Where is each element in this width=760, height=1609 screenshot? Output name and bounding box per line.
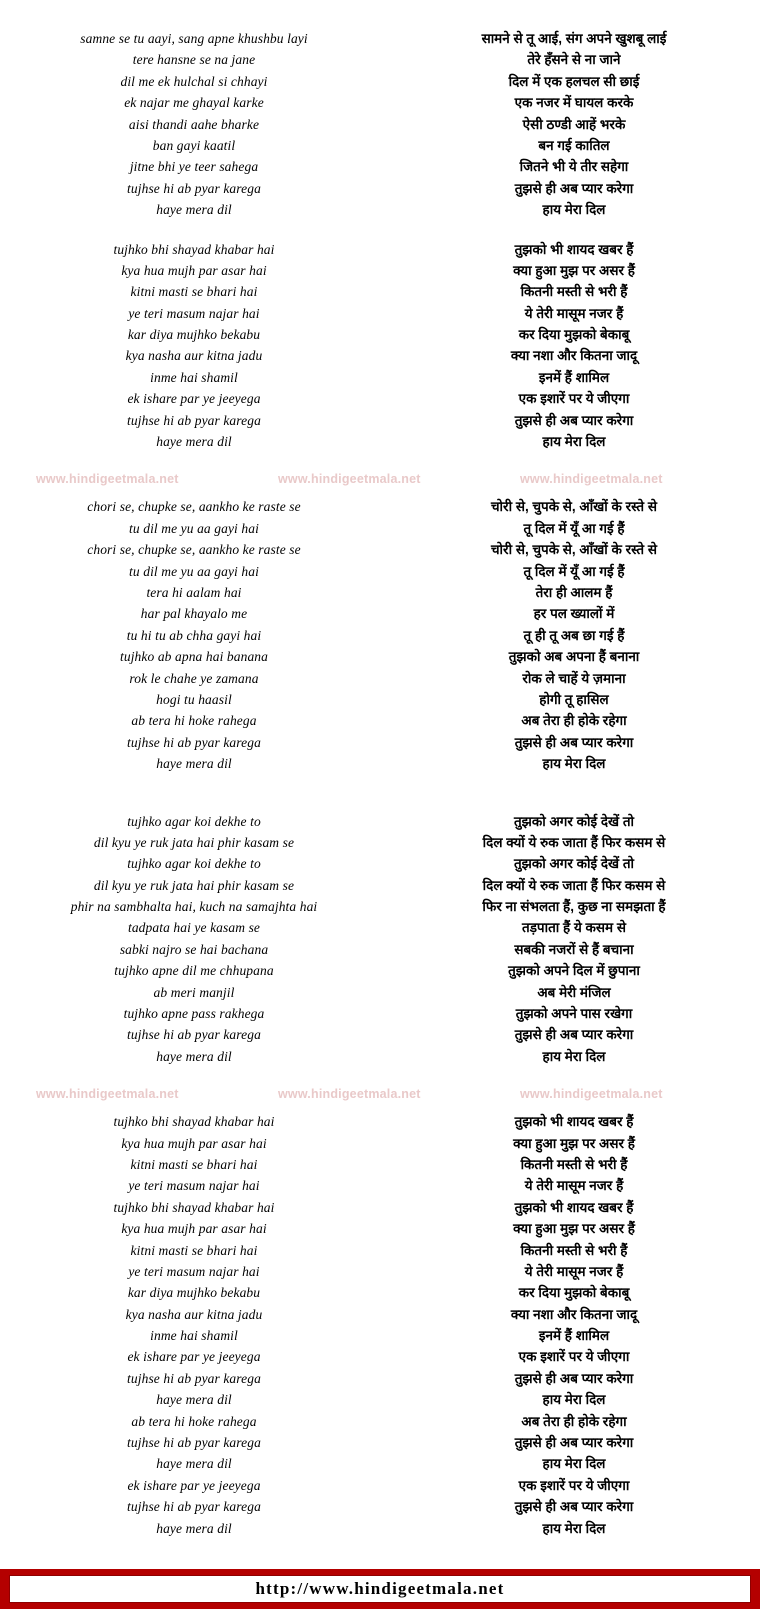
lyric-devanagari: हाय मेरा दिल — [542, 1520, 606, 1536]
lyric-roman: tujhko bhi shayad khabar hai — [113, 241, 275, 257]
lyric-devanagari: तुझको अगर कोई देखें तो — [513, 813, 635, 829]
lyric-line — [0, 1496, 760, 1517]
lyric-line — [0, 1432, 760, 1453]
lyric-roman: haye mera dil — [156, 202, 232, 218]
lyric-devanagari: क्या हुआ मुझ पर असर हैं — [513, 1221, 635, 1237]
lyric-devanagari: एक इशारें पर ये जीएगा — [518, 391, 630, 407]
lyric-devanagari: क्या नशा और कितना जादू — [510, 1306, 638, 1322]
watermark-row — [0, 1085, 760, 1111]
lyric-line — [0, 156, 760, 177]
lyric-line — [0, 1346, 760, 1367]
lyric-roman: ek ishare par ye jeeyega — [127, 1349, 261, 1365]
lyric-roman: tera hi aalam hai — [146, 584, 242, 600]
lyric-devanagari: हाय मेरा दिल — [542, 1392, 606, 1408]
lyric-line — [0, 1024, 760, 1045]
lyric-line — [0, 260, 760, 281]
stanza — [0, 28, 760, 221]
lyric-line — [0, 896, 760, 917]
lyric-line — [0, 917, 760, 938]
lyrics-area — [0, 28, 760, 1609]
lyric-line — [0, 625, 760, 646]
lyric-line — [0, 689, 760, 710]
lyric-line — [0, 1368, 760, 1389]
lyric-devanagari: तुझको भी शायद खबर हैं — [514, 1114, 634, 1130]
lyric-roman: ab meri manjil — [153, 984, 235, 1000]
stanza — [0, 496, 760, 774]
lyric-devanagari: तुझसे ही अब प्यार करेगा — [514, 734, 634, 750]
lyric-roman: ab tera hi hoke rahega — [131, 1413, 257, 1429]
lyric-roman: ye teri masum najar hai — [128, 1178, 260, 1194]
lyric-devanagari: इनमें हैं शामिल — [538, 1328, 610, 1344]
lyric-line — [0, 1154, 760, 1175]
lyric-devanagari: अब तेरा ही होके रहेगा — [521, 713, 627, 729]
lyric-roman: tujhse hi ab pyar karega — [127, 1027, 261, 1043]
lyric-roman: ban gayi kaatil — [152, 137, 236, 153]
lyric-roman: tujhko apne pass rakhega — [123, 1006, 265, 1022]
lyric-devanagari: अब मेरी मंजिल — [537, 984, 611, 1000]
lyric-roman: tu hi tu ab chha gayi hai — [126, 627, 262, 643]
lyric-roman: ek ishare par ye jeeyega — [127, 1477, 261, 1493]
lyric-devanagari: दिल क्यों ये रुक जाता हैं फिर कसम से — [482, 834, 666, 850]
lyric-roman: inme hai shamil — [150, 369, 238, 385]
lyric-line — [0, 114, 760, 135]
lyric-line — [0, 1175, 760, 1196]
lyric-roman: kya hua mujh par asar hai — [121, 1221, 267, 1237]
lyric-roman: dil kyu ye ruk jata hai phir kasam se — [93, 877, 295, 893]
lyric-devanagari: ये तेरी मासूम नजर हैं — [524, 305, 624, 321]
watermark-text: www.hindigeetmala.net — [36, 472, 179, 487]
lyric-roman: tujhse hi ab pyar karega — [127, 1435, 261, 1451]
lyric-line — [0, 1197, 760, 1218]
lyric-line — [0, 92, 760, 113]
lyric-line — [0, 732, 760, 753]
lyric-roman: dil me ek hulchal si chhayi — [120, 73, 268, 89]
lyric-line — [0, 324, 760, 345]
lyric-roman: haye mera dil — [156, 1392, 232, 1408]
lyric-roman: kitni masti se bhari hai — [130, 1156, 258, 1172]
lyric-devanagari: तू दिल में यूँ आ गई हैं — [523, 563, 625, 579]
lyric-line — [0, 960, 760, 981]
lyric-roman: kya hua mujh par asar hai — [121, 1135, 267, 1151]
lyric-devanagari: ये तेरी मासूम नजर हैं — [524, 1263, 624, 1279]
lyric-line — [0, 1218, 760, 1239]
lyric-roman: chori se, chupke se, aankho ke raste se — [87, 499, 301, 515]
lyric-roman: phir na sambhalta hai, kuch na samajhta hai — [70, 899, 318, 915]
lyric-devanagari: फिर ना संभलता हैं, कुछ ना समझता हैं — [482, 899, 666, 915]
lyric-roman: haye mera dil — [156, 1456, 232, 1472]
lyric-devanagari: हाय मेरा दिल — [542, 756, 606, 772]
lyric-roman: tujhko apne dil me chhupana — [114, 963, 274, 979]
watermark-text: www.hindigeetmala.net — [278, 472, 421, 487]
lyric-devanagari: तुझसे ही अब प्यार करेगा — [514, 1370, 634, 1386]
lyric-devanagari: अब तेरा ही होके रहेगा — [521, 1413, 627, 1429]
lyric-line — [0, 1261, 760, 1282]
lyric-roman: ab tera hi hoke rahega — [131, 713, 257, 729]
lyric-devanagari: तुझसे ही अब प्यार करेगा — [514, 1499, 634, 1515]
lyric-devanagari: कर दिया मुझको बेकाबू — [518, 327, 630, 343]
lyric-line — [0, 239, 760, 260]
watermark-text: www.hindigeetmala.net — [278, 1087, 421, 1102]
lyric-line — [0, 28, 760, 49]
lyric-roman: haye mera dil — [156, 756, 232, 772]
watermark-text: www.hindigeetmala.net — [36, 1087, 179, 1102]
lyric-line — [0, 1475, 760, 1496]
lyric-line — [0, 1325, 760, 1346]
watermark-text: www.hindigeetmala.net — [520, 1087, 663, 1102]
site-url-link[interactable]: http://www.hindigeetmala.net — [255, 1579, 505, 1598]
lyric-roman: tujhko ab apna hai banana — [120, 649, 268, 665]
lyric-line — [0, 431, 760, 452]
lyric-roman: ek najar me ghayal karke — [124, 95, 264, 111]
lyric-line — [0, 1304, 760, 1325]
lyric-devanagari: तुझको अब अपना हैं बनाना — [508, 649, 640, 665]
lyric-devanagari: कितनी मस्ती से भरी हैं — [520, 1242, 628, 1258]
lyric-roman: haye mera dil — [156, 1520, 232, 1536]
stanza — [0, 811, 760, 1068]
lyric-line — [0, 561, 760, 582]
lyric-devanagari: हाय मेरा दिल — [542, 1048, 606, 1064]
lyric-roman: ye teri masum najar hai — [128, 305, 260, 321]
lyric-roman: tujhko bhi shayad khabar hai — [113, 1114, 275, 1130]
lyric-roman: tujhse hi ab pyar karega — [127, 1370, 261, 1386]
lyric-line — [0, 646, 760, 667]
lyric-line — [0, 135, 760, 156]
lyric-roman: tu dil me yu aa gayi hai — [129, 563, 259, 579]
lyric-line — [0, 518, 760, 539]
lyric-devanagari: ऐसी ठण्डी आहें भरके — [522, 116, 626, 132]
lyric-line — [0, 1003, 760, 1024]
lyric-roman: samne se tu aayi, sang apne khushbu layi — [80, 31, 308, 46]
lyric-line — [0, 178, 760, 199]
lyric-roman: tujhko agar koi dekhe to — [127, 856, 261, 872]
lyric-line — [0, 1282, 760, 1303]
lyric-line — [0, 281, 760, 302]
lyric-devanagari: एक इशारें पर ये जीएगा — [518, 1349, 630, 1365]
lyric-devanagari: हाय मेरा दिल — [542, 202, 606, 218]
lyric-roman: tere hansne se na jane — [132, 52, 256, 68]
lyric-roman: tadpata hai ye kasam se — [127, 920, 261, 936]
lyric-roman: sabki najro se hai bachana — [119, 941, 269, 957]
lyric-roman: ye teri masum najar hai — [128, 1263, 260, 1279]
lyric-roman: tujhse hi ab pyar karega — [127, 1499, 261, 1515]
lyric-devanagari: सबकी नजरों से हैं बचाना — [514, 941, 634, 957]
stanza — [0, 239, 760, 453]
watermark-text: www.hindigeetmala.net — [520, 472, 663, 487]
lyric-roman: inme hai shamil — [150, 1328, 238, 1344]
lyric-line — [0, 1111, 760, 1132]
lyric-devanagari: क्या हुआ मुझ पर असर हैं — [513, 262, 635, 278]
lyric-roman: haye mera dil — [156, 1048, 232, 1064]
lyric-line — [0, 811, 760, 832]
lyric-devanagari: बन गई कातिल — [538, 137, 610, 153]
lyric-devanagari: हाय मेरा दिल — [542, 1456, 606, 1472]
lyric-devanagari: जितने भी ये तीर सहेगा — [519, 159, 629, 175]
footer-bar — [0, 1569, 760, 1609]
lyric-devanagari: तुझको भी शायद खबर हैं — [514, 1199, 634, 1215]
lyric-devanagari: तड़पाता हैं ये कसम से — [522, 920, 626, 936]
lyric-devanagari: तुझसे ही अब प्यार करेगा — [514, 1435, 634, 1451]
lyric-roman: tujhse hi ab pyar karega — [127, 180, 261, 196]
lyric-roman: tujhko bhi shayad khabar hai — [113, 1199, 275, 1215]
watermark-row — [0, 470, 760, 496]
lyric-roman: har pal khayalo me — [140, 606, 248, 622]
lyric-devanagari: ये तेरी मासूम नजर हैं — [524, 1178, 624, 1194]
lyric-devanagari: तुझको अपने दिल में छुपाना — [508, 963, 640, 979]
lyric-devanagari: एक इशारें पर ये जीएगा — [518, 1477, 630, 1493]
lyric-line — [0, 832, 760, 853]
lyric-roman: tu dil me yu aa gayi hai — [129, 520, 259, 536]
stanza — [0, 1111, 760, 1539]
lyric-line — [0, 1133, 760, 1154]
lyric-devanagari: चोरी से, चुपके से, आँखों के रस्ते से — [490, 542, 657, 558]
lyric-roman: tujhko agar koi dekhe to — [127, 813, 261, 829]
lyric-devanagari: हाय मेरा दिल — [542, 434, 606, 450]
lyric-devanagari: तू ही तू अब छा गई हैं — [523, 627, 625, 643]
lyric-devanagari: कर दिया मुझको बेकाबू — [518, 1285, 630, 1301]
lyric-roman: tujhse hi ab pyar karega — [127, 412, 261, 428]
lyric-line — [0, 939, 760, 960]
lyric-line — [0, 853, 760, 874]
lyric-line — [0, 603, 760, 624]
lyric-line — [0, 1389, 760, 1410]
lyric-line — [0, 1411, 760, 1432]
footer-inner — [9, 1575, 751, 1603]
lyric-line — [0, 875, 760, 896]
lyric-roman: chori se, chupke se, aankho ke raste se — [87, 542, 301, 558]
lyric-devanagari: तुझको अगर कोई देखें तो — [513, 856, 635, 872]
lyric-line — [0, 388, 760, 409]
lyric-roman: kitni masti se bhari hai — [130, 1242, 258, 1258]
lyric-line — [0, 982, 760, 1003]
lyric-line — [0, 1240, 760, 1261]
lyric-devanagari: दिल क्यों ये रुक जाता हैं फिर कसम से — [482, 877, 666, 893]
lyric-devanagari: एक नजर में घायल करके — [514, 95, 634, 111]
lyric-line — [0, 496, 760, 517]
lyric-devanagari: होगी तू हासिल — [539, 691, 609, 707]
lyric-devanagari: तुझसे ही अब प्यार करेगा — [514, 412, 634, 428]
lyric-roman: ek ishare par ye jeeyega — [127, 391, 261, 407]
lyric-roman: kya hua mujh par asar hai — [121, 262, 267, 278]
lyric-devanagari: तेरा ही आलम हैं — [535, 584, 613, 600]
lyric-line — [0, 345, 760, 366]
lyric-roman: jitne bhi ye teer sahega — [129, 159, 259, 175]
lyric-roman: hogi tu haasil — [156, 691, 232, 707]
lyric-devanagari: हर पल ख्यालों में — [533, 606, 615, 622]
lyric-roman: kya nasha aur kitna jadu — [125, 348, 263, 364]
lyric-line — [0, 582, 760, 603]
lyric-devanagari: क्या नशा और कितना जादू — [510, 348, 638, 364]
lyric-roman: tujhse hi ab pyar karega — [127, 734, 261, 750]
lyric-devanagari: तुझको भी शायद खबर हैं — [514, 241, 634, 257]
lyric-devanagari: कितनी मस्ती से भरी हैं — [520, 1156, 628, 1172]
lyric-line — [0, 1453, 760, 1474]
lyric-roman: kitni masti se bhari hai — [130, 284, 258, 300]
lyric-roman: aisi thandi aahe bharke — [128, 116, 260, 132]
lyric-line — [0, 710, 760, 731]
lyric-line — [0, 539, 760, 560]
lyric-line — [0, 1518, 760, 1539]
lyric-line — [0, 199, 760, 220]
lyric-devanagari: तू दिल में यूँ आ गई हैं — [523, 520, 625, 536]
lyric-roman: haye mera dil — [156, 434, 232, 450]
lyric-line — [0, 71, 760, 92]
lyric-line — [0, 668, 760, 689]
lyric-roman: kya nasha aur kitna jadu — [125, 1306, 263, 1322]
lyric-line — [0, 1046, 760, 1067]
lyric-devanagari: चोरी से, चुपके से, आँखों के रस्ते से — [490, 499, 657, 515]
lyric-line — [0, 49, 760, 70]
lyric-line — [0, 410, 760, 431]
lyric-devanagari: रोक ले चाहें ये ज़माना — [522, 670, 626, 686]
lyric-devanagari: तेरे हँसने से ना जाने — [527, 52, 621, 68]
lyric-line — [0, 303, 760, 324]
lyric-devanagari: कितनी मस्ती से भरी हैं — [520, 284, 628, 300]
lyric-devanagari: सामने से तू आई, संग अपने खुशबू लाई — [481, 31, 667, 46]
lyric-devanagari: क्या हुआ मुझ पर असर हैं — [513, 1135, 635, 1151]
lyric-roman: kar diya mujhko bekabu — [127, 1285, 261, 1301]
lyric-roman: rok le chahe ye zamana — [129, 670, 259, 686]
lyric-line — [0, 753, 760, 774]
lyric-devanagari: तुझको अपने पास रखेगा — [515, 1006, 633, 1022]
lyric-devanagari: इनमें हैं शामिल — [538, 369, 610, 385]
lyric-roman: dil kyu ye ruk jata hai phir kasam se — [93, 834, 295, 850]
lyric-devanagari: तुझसे ही अब प्यार करेगा — [514, 1027, 634, 1043]
lyric-devanagari: तुझसे ही अब प्यार करेगा — [514, 180, 634, 196]
lyric-roman: kar diya mujhko bekabu — [127, 327, 261, 343]
lyric-devanagari: दिल में एक हलचल सी छाई — [508, 73, 640, 89]
lyric-line — [0, 367, 760, 388]
